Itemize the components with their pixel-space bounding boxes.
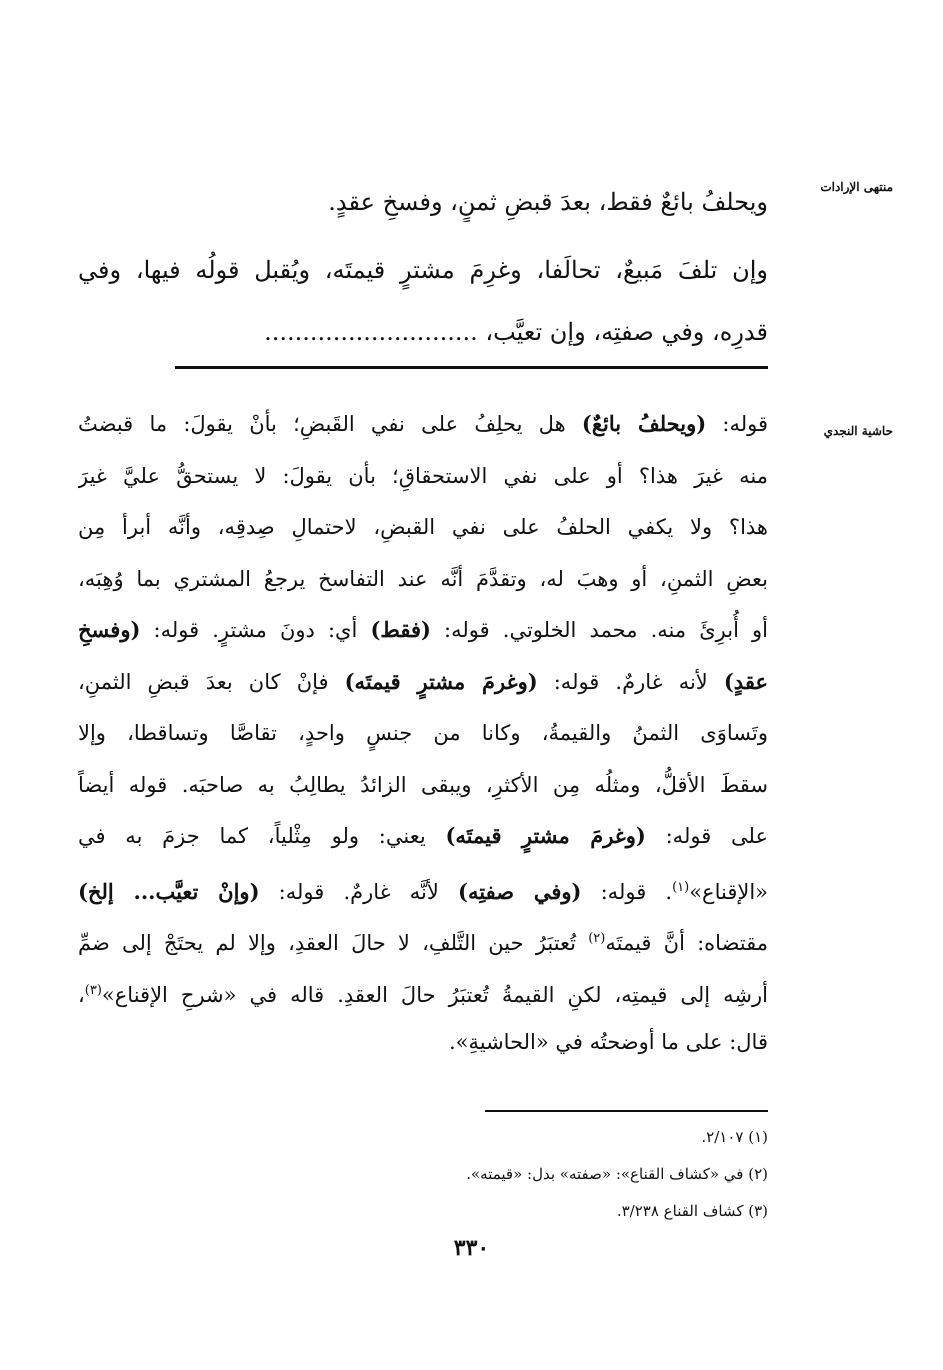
bold-quote: (فقط): [370, 617, 431, 642]
commentary-line: [78, 713, 768, 753]
footnote-3: (٣) كشاف القناع ٣/٢٣٨.: [616, 1202, 768, 1220]
side-label-matn: منتهى الإرادات: [820, 180, 893, 194]
footnote-ref: (٢): [588, 931, 606, 946]
section-divider: [175, 366, 768, 369]
line-segment: تُعتبَرُ حين التَّلفِ، لا حالَ العقدِ، وإلا لم يحتَجْ إلى ضمِّ: [78, 931, 589, 955]
footnote-ref: (٣): [84, 982, 102, 998]
commentary-line: [78, 559, 768, 599]
line-segment: قال: على ما أوضحتُه في «الحاشيةِ».: [448, 1030, 768, 1054]
matn-line: ويحلفُ بائعٌ فقط، بعدَ قبضِ ثمنٍ، وفسخِ عقدٍ.: [328, 188, 768, 216]
line-segment: قوله:: [706, 412, 768, 436]
line-segment: سقطَ الأقلُّ، ومثلُه مِن الأكثرِ، ويبقى الزائدُ يطالِبُ به صاحبَه. قوله أيضاً: [78, 772, 768, 797]
bold-quote: عقدٍ): [723, 668, 768, 694]
page-number: ٣٣٠: [453, 1235, 490, 1261]
line-segment: يعني: ولو مِثْلياً، كما جزمَ به في: [78, 824, 446, 848]
line-segment: لأنَّه غارمٌ. قوله:: [259, 879, 459, 904]
commentary-line: [78, 765, 768, 805]
footnote-divider: [485, 1110, 768, 1112]
bold-quote: (وغرمَ مشترٍ قيمتَه): [344, 668, 538, 694]
commentary-line: [78, 816, 768, 856]
bold-quote: (وفي صفتِه): [458, 878, 582, 904]
commentary-line: [78, 610, 768, 650]
commentary-line: [78, 662, 768, 702]
line-segment: أو أُبرِئَ منه. محمد الخلوتي. قوله:: [430, 618, 768, 642]
line-segment: «الإقناع»: [689, 879, 768, 904]
line-segment: لأنه غارمٌ. قوله:: [537, 669, 724, 694]
line-segment: أرشِه إلى قيمتِه، لكنِ القيمةُ تُعتبَرُ حالَ العقدِ. قاله في «شرحِ الإقناع»: [101, 982, 768, 1007]
line-segment: فإنْ كان بعدَ قبضِ الثمنِ،: [78, 669, 345, 694]
matn-line: وإن تلفَ مَبيعٌ، تحالَفا، وغرِمَ مشترٍ قيمتَه، ويُقبل قولُه فيها، وفي: [78, 256, 768, 284]
footnote-1: (١) ٢/١٠٧.: [701, 1128, 768, 1146]
bold-quote: (ويحلفُ بائعٌ): [581, 411, 707, 436]
commentary-line: [78, 971, 768, 1015]
line-segment: مقتضاه: أنَّ قيمتَه: [605, 931, 768, 955]
commentary-line: [78, 1022, 768, 1062]
commentary-line: [78, 404, 768, 444]
line-segment: . قوله:: [581, 879, 673, 904]
line-segment: منه غيرَ هذا؟ أو على نفي الاستحقاقِ؛ بأن يقولَ: لا يستحقُّ عليَّ غيرَ: [78, 463, 768, 488]
footnote-ref: (١): [672, 879, 690, 895]
commentary-line: [78, 868, 768, 912]
line-segment: ،: [78, 982, 85, 1007]
line-segment: بعضِ الثمنِ، أو وهبَ له، وتقدَّمَ أنَّه عند التفاسخ يرجعُ المشتري بما وُهِبَه،: [78, 566, 768, 591]
commentary-line: [78, 919, 768, 963]
bold-quote: (وغرمَ مشترٍ قيمتَه): [445, 823, 646, 848]
line-segment: هذا؟ ولا يكفي الحلفُ على نفي القبضِ، لاحتمالِ صِدقِه، وأنَّه أبرأ مِن: [78, 515, 768, 539]
line-segment: وتَساوَى الثمنُ والقيمةُ، وكانا من جنسٍ واحدٍ، تقاصَّا وتساقطا، وإلا: [78, 721, 768, 745]
line-segment: هل يحلِفُ على نفي القَبضِ؛ بأنْ يقولَ: ما قبضتُ: [78, 412, 582, 436]
matn-line: قدرِه، وفي صفتِه، وإن تعيَّب، ............................: [264, 318, 768, 346]
commentary-line: [78, 507, 768, 547]
commentary-line: [78, 456, 768, 496]
line-segment: على قوله:: [645, 824, 768, 848]
side-label-hashiya: حاشية النجدي: [823, 424, 893, 438]
footnote-2: (٢) في «كشاف القناع»: «صفته» بدل: «قيمته».: [466, 1165, 768, 1183]
line-segment: أي: دونَ مشترٍ. قوله:: [140, 618, 371, 642]
bold-quote: (وإنْ تعيَّب... إلخ): [78, 878, 260, 904]
bold-quote: (وفسخِ: [78, 617, 141, 642]
